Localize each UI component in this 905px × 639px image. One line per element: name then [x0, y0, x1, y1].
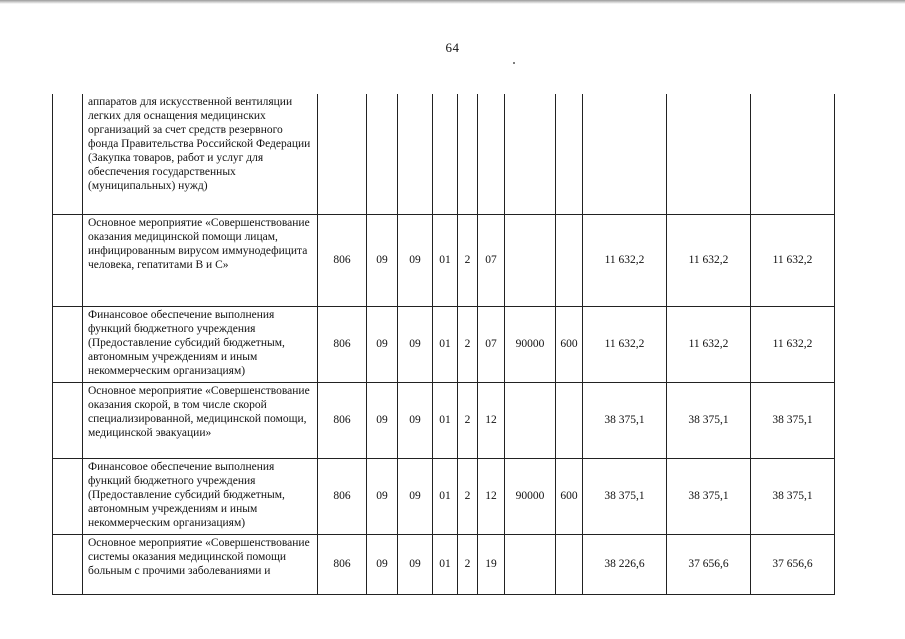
- expense-type-code: [556, 382, 583, 458]
- amount-year-1: 38 375,1: [583, 458, 667, 534]
- subprogram-code: 2: [458, 382, 478, 458]
- event-code: 12: [478, 382, 505, 458]
- row-name: аппаратов для искусственной вентиляции легких для оснащения медицинских организаций за счет средств резервного фонда Правительства Российской Федерации (Закупка товаров, работ и услуг для обеспечения государственных (муниципальных) нужд): [83, 94, 318, 214]
- row-name: Финансовое обеспечение выполнения функций бюджетного учреждения (Предоставление субсидий бюджетным, автономным учреждениям и иным некоммерческим организациям): [83, 458, 318, 534]
- row-name: Основное мероприятие «Совершенствование оказания медицинской помощи лицам, инфицированным вирусом иммунодефицита человека, гепатитами В и С»: [83, 214, 318, 306]
- program-code: 01: [433, 214, 458, 306]
- subsection-code: 09: [398, 458, 433, 534]
- program-code: 01: [433, 306, 458, 382]
- row-index-cell: [53, 306, 83, 382]
- subsection-code: 09: [398, 306, 433, 382]
- section-code: 09: [367, 382, 398, 458]
- amount-year-3: 37 656,6: [751, 534, 835, 594]
- amount-year-2: [667, 94, 751, 214]
- subprogram-code: 2: [458, 458, 478, 534]
- amount-year-2: 38 375,1: [667, 382, 751, 458]
- expense-type-code: 600: [556, 458, 583, 534]
- ministry-code: 806: [318, 458, 367, 534]
- table-row: [53, 458, 835, 534]
- amount-year-1: 38 375,1: [583, 382, 667, 458]
- row-index-cell: [53, 458, 83, 534]
- expense-type-code: [556, 94, 583, 214]
- ministry-code: 806: [318, 534, 367, 594]
- direction-code: 90000: [505, 306, 556, 382]
- amount-year-1: 11 632,2: [583, 306, 667, 382]
- subsection-code: 09: [398, 214, 433, 306]
- table-row: [53, 534, 835, 594]
- section-code: 09: [367, 534, 398, 594]
- subsection-code: 09: [398, 534, 433, 594]
- budget-table: [52, 94, 835, 595]
- program-code: 01: [433, 382, 458, 458]
- amount-year-3: 38 375,1: [751, 458, 835, 534]
- table-row: [53, 306, 835, 382]
- scan-top-edge: [0, 0, 905, 4]
- event-code: 07: [478, 306, 505, 382]
- subsection-code: 09: [398, 382, 433, 458]
- expense-type-code: [556, 214, 583, 306]
- direction-code: [505, 214, 556, 306]
- direction-code: 90000: [505, 458, 556, 534]
- amount-year-3: [751, 94, 835, 214]
- row-index-cell: [53, 534, 83, 594]
- event-code: 07: [478, 214, 505, 306]
- row-name: Финансовое обеспечение выполнения функций бюджетного учреждения (Предоставление субсидий бюджетным, автономным учреждениям и иным некоммерческим организациям): [83, 306, 318, 382]
- event-code: [478, 94, 505, 214]
- program-code: [433, 94, 458, 214]
- table-body: [53, 94, 835, 594]
- scan-speck: [513, 62, 515, 64]
- program-code: 01: [433, 534, 458, 594]
- page-number: 64: [445, 40, 460, 55]
- amount-year-3: 11 632,2: [751, 214, 835, 306]
- amount-year-1: 38 226,6: [583, 534, 667, 594]
- row-index-cell: [53, 382, 83, 458]
- table-row: [53, 214, 835, 306]
- amount-year-2: 11 632,2: [667, 214, 751, 306]
- amount-year-3: 38 375,1: [751, 382, 835, 458]
- amount-year-1: [583, 94, 667, 214]
- event-code: 12: [478, 458, 505, 534]
- amount-year-2: 38 375,1: [667, 458, 751, 534]
- amount-year-1: 11 632,2: [583, 214, 667, 306]
- row-name: Основное мероприятие «Совершенствование системы оказания медицинской помощи больным с прочими заболеваниями и: [83, 534, 318, 594]
- expense-type-code: [556, 534, 583, 594]
- ministry-code: 806: [318, 306, 367, 382]
- amount-year-2: 11 632,2: [667, 306, 751, 382]
- table-row: [53, 94, 835, 214]
- subprogram-code: 2: [458, 306, 478, 382]
- row-index-cell: [53, 214, 83, 306]
- subsection-code: [398, 94, 433, 214]
- ministry-code: [318, 94, 367, 214]
- row-name: Основное мероприятие «Совершенствование оказания скорой, в том числе скорой специализированной, медицинской помощи, медицинской эвакуации»: [83, 382, 318, 458]
- expense-type-code: 600: [556, 306, 583, 382]
- ministry-code: 806: [318, 214, 367, 306]
- row-index-cell: [53, 94, 83, 214]
- program-code: 01: [433, 458, 458, 534]
- section-code: 09: [367, 458, 398, 534]
- amount-year-3: 11 632,2: [751, 306, 835, 382]
- amount-year-2: 37 656,6: [667, 534, 751, 594]
- direction-code: [505, 534, 556, 594]
- subprogram-code: 2: [458, 534, 478, 594]
- section-code: 09: [367, 306, 398, 382]
- section-code: [367, 94, 398, 214]
- direction-code: [505, 382, 556, 458]
- subprogram-code: 2: [458, 214, 478, 306]
- subprogram-code: [458, 94, 478, 214]
- section-code: 09: [367, 214, 398, 306]
- event-code: 19: [478, 534, 505, 594]
- table-row: [53, 382, 835, 458]
- ministry-code: 806: [318, 382, 367, 458]
- direction-code: [505, 94, 556, 214]
